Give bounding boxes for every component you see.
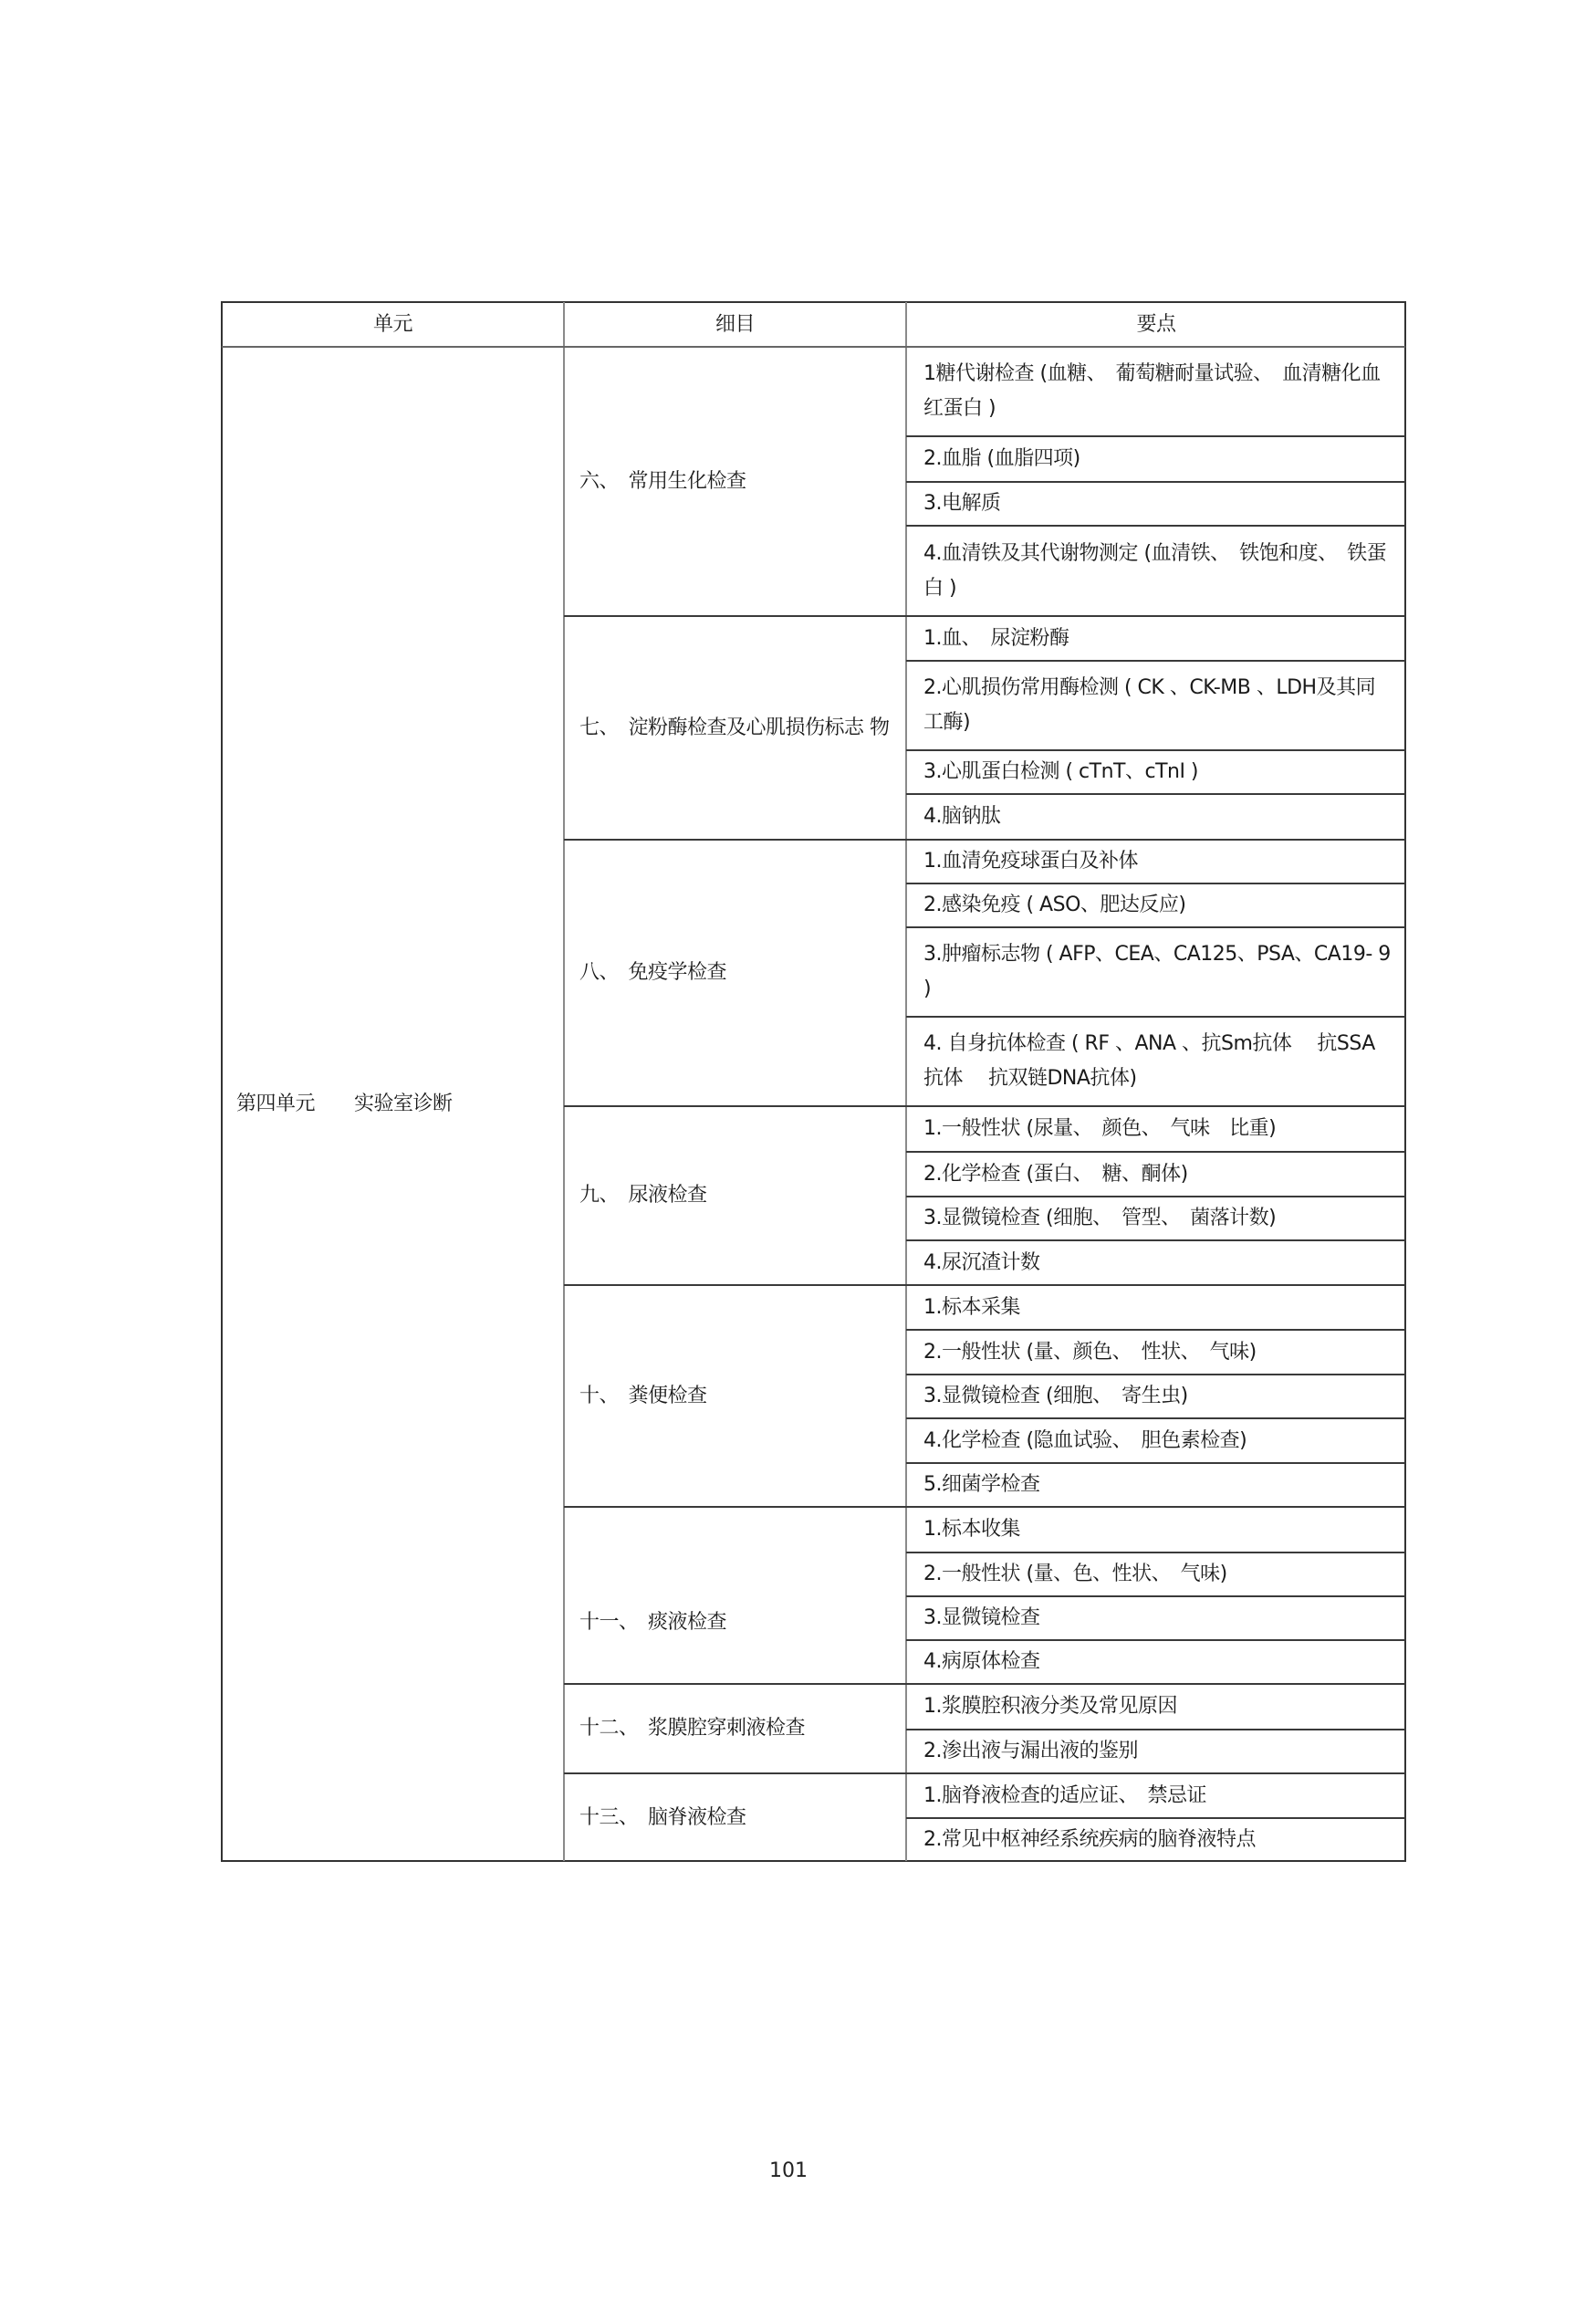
point-cell: [907, 1331, 1405, 1374]
point-cell: [907, 1597, 1405, 1639]
point-text: 4. 自身抗体检查 ( RF 、ANA 、抗Sm抗体 抗SSA抗体 抗双链DNA抗体): [923, 1032, 1375, 1090]
section-title: 十一、 痰液检查: [579, 1611, 727, 1634]
section-title-cell: [565, 617, 905, 839]
point-text: 3.显微镜检查 (细胞、 管型、 菌落计数): [923, 1207, 1277, 1229]
section-title: 八、 免疫学检查: [579, 961, 727, 984]
point-text: 3.电解质: [923, 492, 1001, 515]
point-cell: [907, 1730, 1405, 1772]
section-title-cell: [565, 1286, 905, 1506]
section-title: 十三、 脑脊液检查: [579, 1805, 746, 1829]
point-cell: [907, 1685, 1405, 1729]
point-cell: [907, 1419, 1405, 1462]
point-text: 1.标本收集: [923, 1518, 1020, 1541]
point-text: 4.血清铁及其代谢物测定 (血清铁、 铁饱和度、 铁蛋白 ): [923, 541, 1387, 600]
point-text: 4.病原体检查: [923, 1650, 1040, 1673]
point-cell: [907, 1464, 1405, 1506]
point-cell: [907, 1508, 1405, 1552]
header-unit-label: 单元: [372, 312, 412, 336]
section-title-cell: [565, 348, 905, 615]
section-title-cell: [565, 1774, 905, 1861]
unit-cell: [222, 348, 563, 1861]
page-number: 101: [769, 2159, 808, 2182]
point-cell: [907, 1641, 1405, 1683]
header-unit: [222, 302, 564, 347]
point-cell: [907, 348, 1405, 435]
point-text: 1.脑脊液检查的适应证、 禁忌证: [923, 1783, 1206, 1807]
point-cell: [907, 437, 1405, 481]
point-text: 2.心肌损伤常用酶检测 ( CK 、CK-MB 、LDH及其同工酶): [923, 676, 1376, 734]
header-subitem: [564, 302, 906, 347]
header-subitem-label: 细目: [715, 312, 755, 336]
point-cell: [907, 483, 1405, 525]
point-cell: [907, 1553, 1405, 1595]
point-cell: [907, 527, 1405, 615]
point-text: 2.常见中枢神经系统疾病的脑脊液特点: [923, 1828, 1256, 1851]
point-text: 2.渗出液与漏出液的鉴别: [923, 1740, 1138, 1762]
section-title: 十二、 浆膜腔穿刺液检查: [579, 1717, 806, 1740]
section-title-cell: [565, 1685, 905, 1772]
point-cell: [907, 1375, 1405, 1417]
point-cell: [907, 1241, 1405, 1284]
point-cell: [907, 1286, 1405, 1329]
unit-label: 第四单元 实验室诊断: [236, 1092, 453, 1115]
point-cell: [907, 928, 1405, 1016]
point-text: 4.脑钠肽: [923, 805, 1001, 828]
point-cell: [907, 841, 1405, 883]
point-text: 1.浆膜腔积液分类及常见原因: [923, 1695, 1177, 1718]
header-keypoints-label: 要点: [1136, 312, 1176, 336]
point-text: 5.细菌学检查: [923, 1473, 1040, 1496]
point-text: 1.血清免疫球蛋白及补体: [923, 850, 1138, 873]
point-text: 3.心肌蛋白检测 ( cTnT、cTnI ): [923, 760, 1199, 783]
point-text: 3.肿瘤标志物 ( AFP、CEA、CA125、PSA、CA19- 9 ): [923, 943, 1397, 1000]
point-cell: [907, 1018, 1405, 1105]
point-text: 1.一般性状 (尿量、 颜色、 气味 比重): [923, 1117, 1277, 1140]
point-cell: [907, 795, 1405, 839]
point-text: 3.显微镜检查: [923, 1606, 1040, 1629]
point-cell: [907, 617, 1405, 660]
point-text: 2.血脂 (血脂四项): [923, 447, 1080, 470]
point-cell: [907, 1819, 1405, 1861]
section-title: 九、 尿液检查: [579, 1184, 707, 1207]
header-keypoints: [906, 302, 1406, 347]
point-cell: [907, 751, 1405, 793]
point-text: 2.一般性状 (量、色、性状、 气味): [923, 1563, 1227, 1585]
point-cell: [907, 1153, 1405, 1196]
point-text: 2.一般性状 (量、颜色、 性状、 气味): [923, 1340, 1257, 1364]
section-title: 七、 淀粉酶检查及心肌损伤标志 物: [579, 716, 890, 739]
point-text: 2.感染免疫 ( ASO、肥达反应): [923, 894, 1186, 916]
point-text: 4.化学检查 (隐血试验、 胆色素检查): [923, 1428, 1247, 1452]
point-text: 4.尿沉渣计数: [923, 1250, 1040, 1274]
point-cell: [907, 1107, 1405, 1151]
point-cell: [907, 662, 1405, 749]
section-title: 十、 粪便检查: [579, 1384, 707, 1407]
section-title-cell: [565, 841, 905, 1105]
point-text: 1糖代谢检查 (血糖、 葡萄糖耐量试验、 血清糖化血红蛋白 ): [923, 362, 1381, 420]
point-text: 1.标本采集: [923, 1295, 1020, 1319]
point-cell: [907, 1774, 1405, 1817]
point-cell: [907, 884, 1405, 926]
point-text: 1.血、 尿淀粉酶: [923, 626, 1069, 650]
section-title-cell: [565, 1107, 905, 1284]
section-title-cell: [565, 1508, 905, 1683]
point-text: 3.显微镜检查 (细胞、 寄生虫): [923, 1385, 1188, 1407]
section-title: 六、 常用生化检查: [579, 469, 746, 493]
point-text: 2.化学检查 (蛋白、 糖、酮体): [923, 1162, 1188, 1186]
point-cell: [907, 1197, 1405, 1239]
